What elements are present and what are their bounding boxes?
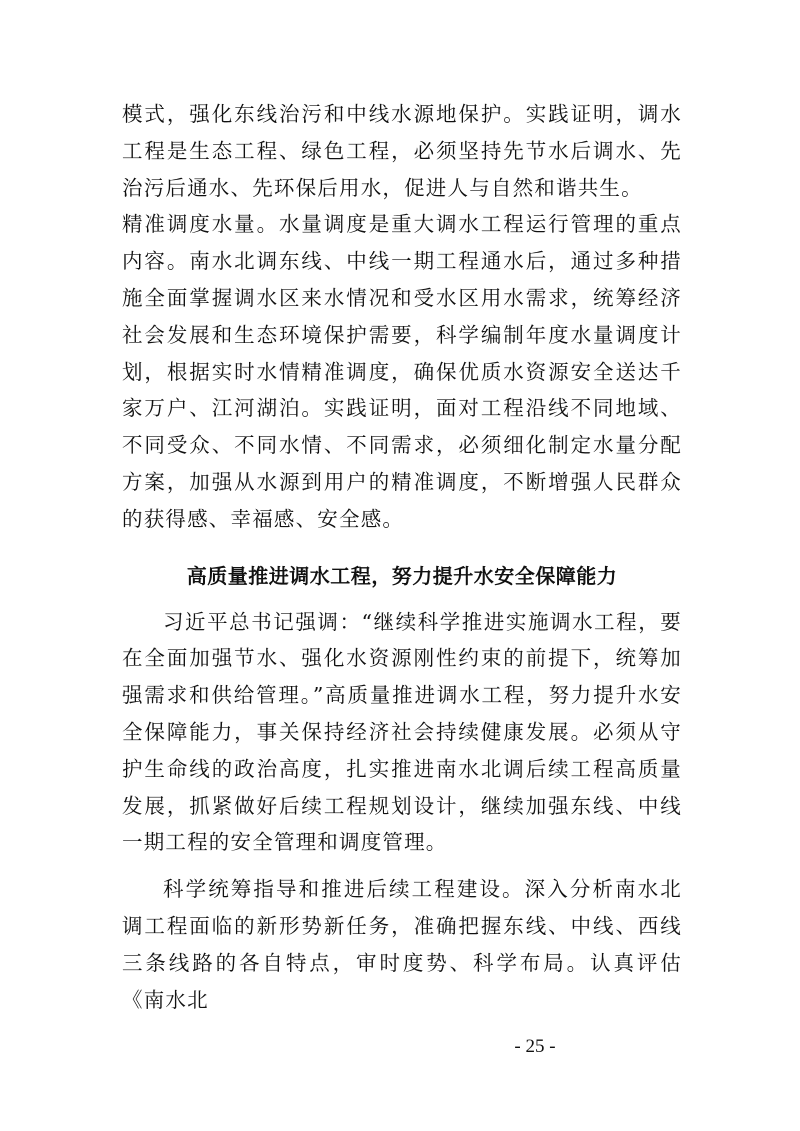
page-number: - 25 -: [514, 1036, 556, 1057]
article-body: [122, 96, 682, 1018]
section-heading: 高质量推进调水工程，努力提升水安全保障能力: [186, 563, 618, 588]
paragraph-water-dispatch: 精准调度水量。水量调度是重大调水工程运行管理的重点内容。南水北调东线、中线一期工程通水后，通过多种措施全面掌握调水区来水情况和受水区用水需求，统筹经济社会发展和生态环境保护需要，科学编制年度水量调度计划，根据实时水情精准调度，确保优质水资源安全送达千家万户、江河湖泊。实践证明，面对工程沿线不同地域、不同受众、不同水情、不同需求，必须细化制定水量分配方案，加强从水源到用户的精准调度，不断增强人民群众的获得感、幸福感、安全感。: [122, 212, 682, 531]
paragraph-follow-up-projects: 科学统筹指导和推进后续工程建设。深入分析南水北调工程面临的新形势新任务，准确把握东线、中线、西线三条线路的各自特点，审时度势、科学布局。认真评估《南水北: [122, 877, 682, 1012]
paragraph-ecology-conclusion: 模式，强化东线治污和中线水源地保护。实践证明，调水工程是生态工程、绿色工程，必须坚持先节水后调水、先治污后通水、先环保后用水，促进人与自然和谐共生。: [122, 102, 682, 200]
paragraph-xi-quote: 习近平总书记强调：“继续科学推进实施调水工程，要在全面加强节水、强化水资源刚性约束的前提下，统筹加强需求和供给管理。”高质量推进调水工程，努力提升水安全保障能力，事关保持经济社会持续健康发展。必须从守护生命线的政治高度，扎实推进南水北调后续工程高质量发展，抓紧做好后续工程规划设计，继续加强东线、中线一期工程的安全管理和调度管理。: [122, 609, 682, 855]
